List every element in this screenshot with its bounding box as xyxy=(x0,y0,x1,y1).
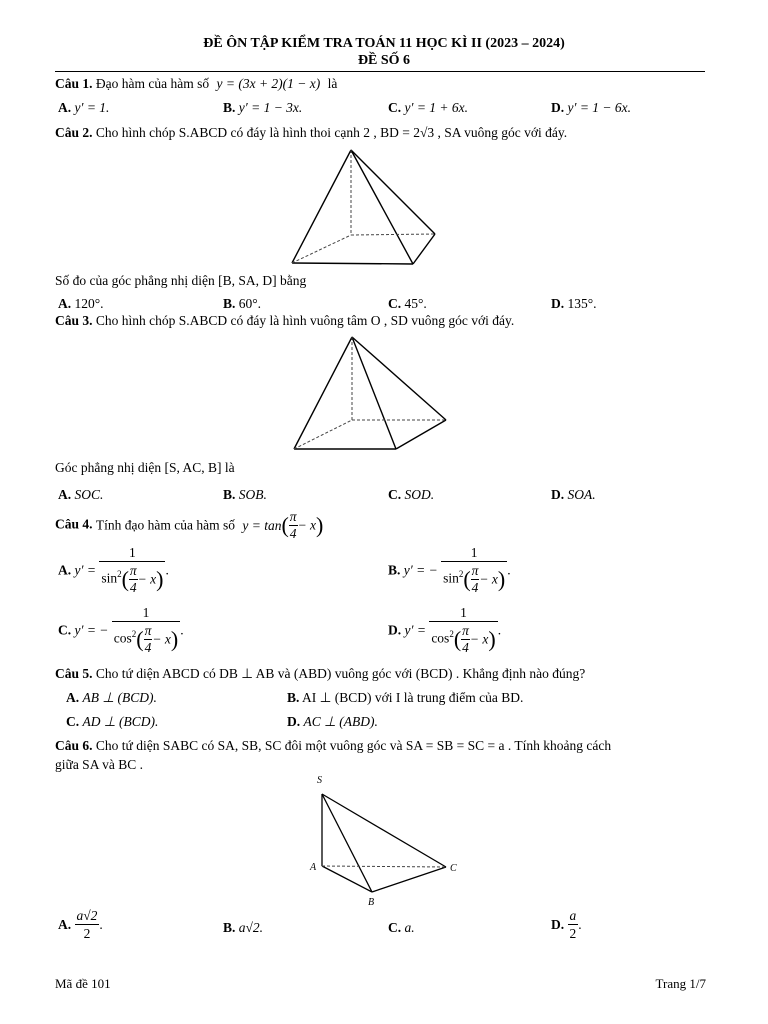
q6-option-d[interactable]: D. $\frac{a}{2}$ . xyxy=(551,908,582,941)
label-s: S xyxy=(317,775,322,786)
question-4-label: Câu 4. xyxy=(55,516,93,532)
question-2-label: Câu 2. xyxy=(55,125,93,140)
question-3-text: Cho hình chóp S.ABCD có đáy là hình vuông tâm O , SD vuông góc với đáy. xyxy=(95,313,515,328)
question-2 xyxy=(55,125,567,141)
q3-option-b[interactable]: B. SOB. xyxy=(223,487,267,502)
q2-option-d[interactable]: D. 135°. xyxy=(551,296,597,311)
question-1 xyxy=(55,76,337,92)
q1-option-d[interactable]: D. y′ = 1 − 6x. xyxy=(551,100,632,115)
question-3-label: Câu 3. xyxy=(55,313,93,328)
q2-option-c[interactable]: C. 45°. xyxy=(388,296,427,311)
q5-option-c[interactable]: C. AD ⊥ (BCD). xyxy=(66,714,159,729)
q6-option-b[interactable]: B. a√2. xyxy=(223,920,264,935)
question-5-text: Cho tứ diện ABCD có DB ⊥ AB và (ABD) vuông góc với (BCD) . Khẳng định nào đúng? xyxy=(95,666,586,681)
pyramid-figure-q3 xyxy=(280,330,450,455)
q5-option-d[interactable]: D. AC ⊥ (ABD). xyxy=(287,714,378,729)
question-3-prompt: Góc phẳng nhị diện [S, AC, B] là xyxy=(55,460,235,475)
page-number: Trang 1/7 xyxy=(655,976,706,991)
tetrahedron-figure-q6 xyxy=(300,770,470,910)
label-c: C xyxy=(450,863,457,874)
header-rule xyxy=(55,71,705,72)
question-1-tail: là xyxy=(327,76,338,91)
question-6-text-cont: giữa SA và BC . xyxy=(55,757,143,772)
q4-option-b[interactable]: B. y′ = − 1 $\sin^2$( $\frac{\pi}{4}- x$) . xyxy=(388,545,511,595)
question-6 xyxy=(55,738,611,754)
q4-option-a[interactable]: A. y′ = 1 $\sin^2$( $\frac{\pi}{4}- x$) . xyxy=(58,545,169,595)
q1-option-a[interactable]: A. y′ = 1. xyxy=(58,100,110,115)
question-1-label: Câu 1. xyxy=(55,76,93,91)
question-3 xyxy=(55,313,514,329)
page-title: ĐỀ ÔN TẬP KIỂM TRA TOÁN 11 HỌC KÌ II (2023 – 2024) xyxy=(203,36,565,51)
question-5-label: Câu 5. xyxy=(55,666,93,681)
label-a: A xyxy=(310,862,317,873)
exam-code: Mã đề 101 xyxy=(55,976,111,991)
q1-option-c[interactable]: C. y′ = 1 + 6x. xyxy=(388,100,469,115)
question-5 xyxy=(55,666,585,682)
page-subtitle: ĐỀ SỐ 6 xyxy=(357,53,411,68)
label-b: B xyxy=(368,897,375,908)
q4-option-d[interactable]: D. y′ = 1 $\cos^2$( $\frac{\pi}{4}- x$) . xyxy=(388,605,502,655)
q4-option-c[interactable]: C. y′ = − 1 $\cos^2$( $\frac{\pi}{4}- x$) . xyxy=(58,605,184,655)
pyramid-figure-q2 xyxy=(280,142,440,270)
question-4-text: Tính đạo hàm của hàm số xyxy=(95,517,235,533)
q2-option-b[interactable]: B. 60°. xyxy=(223,296,262,311)
question-2-text: Cho hình chóp S.ABCD có đáy là hình thoi cạnh 2 , BD = 2√3 , SA vuông góc với đáy. xyxy=(95,125,568,140)
question-4-fn: y = tan xyxy=(242,517,282,533)
question-6-label: Câu 6. xyxy=(55,738,93,753)
q6-option-a[interactable]: A. $\frac{a√2}{2}$ . xyxy=(58,908,103,941)
q1-option-b[interactable]: B. y′ = 1 − 3x. xyxy=(223,100,303,115)
q6-option-c[interactable]: C. a. xyxy=(388,920,415,935)
question-2-prompt: Số đo của góc phẳng nhị diện [B, SA, D] bằng xyxy=(55,273,307,288)
q2-option-a[interactable]: A. 120°. xyxy=(58,296,104,311)
question-1-text: Đạo hàm của hàm số xyxy=(95,76,210,91)
q3-option-c[interactable]: C. SOD. xyxy=(388,487,435,502)
question-1-formula: y = (3x + 2)(1 − x) xyxy=(216,76,321,91)
q5-option-a[interactable]: A. AB ⊥ (BCD). xyxy=(66,690,157,705)
question-6-text: Cho tứ diện SABC có SA, SB, SC đôi một vuông góc và SA = SB = SC = a . Tính khoảng cách xyxy=(95,738,612,753)
q5-option-b[interactable]: B. AI ⊥ (BCD) với I là trung điểm của BD. xyxy=(287,690,524,705)
question-4: Câu 4. Tính đạo hàm của hàm số y = tan( $\frac{\pi}{4}- x$) xyxy=(55,509,324,541)
q3-option-d[interactable]: D. SOA. xyxy=(551,487,596,502)
q3-option-a[interactable]: A. SOC. xyxy=(58,487,104,502)
